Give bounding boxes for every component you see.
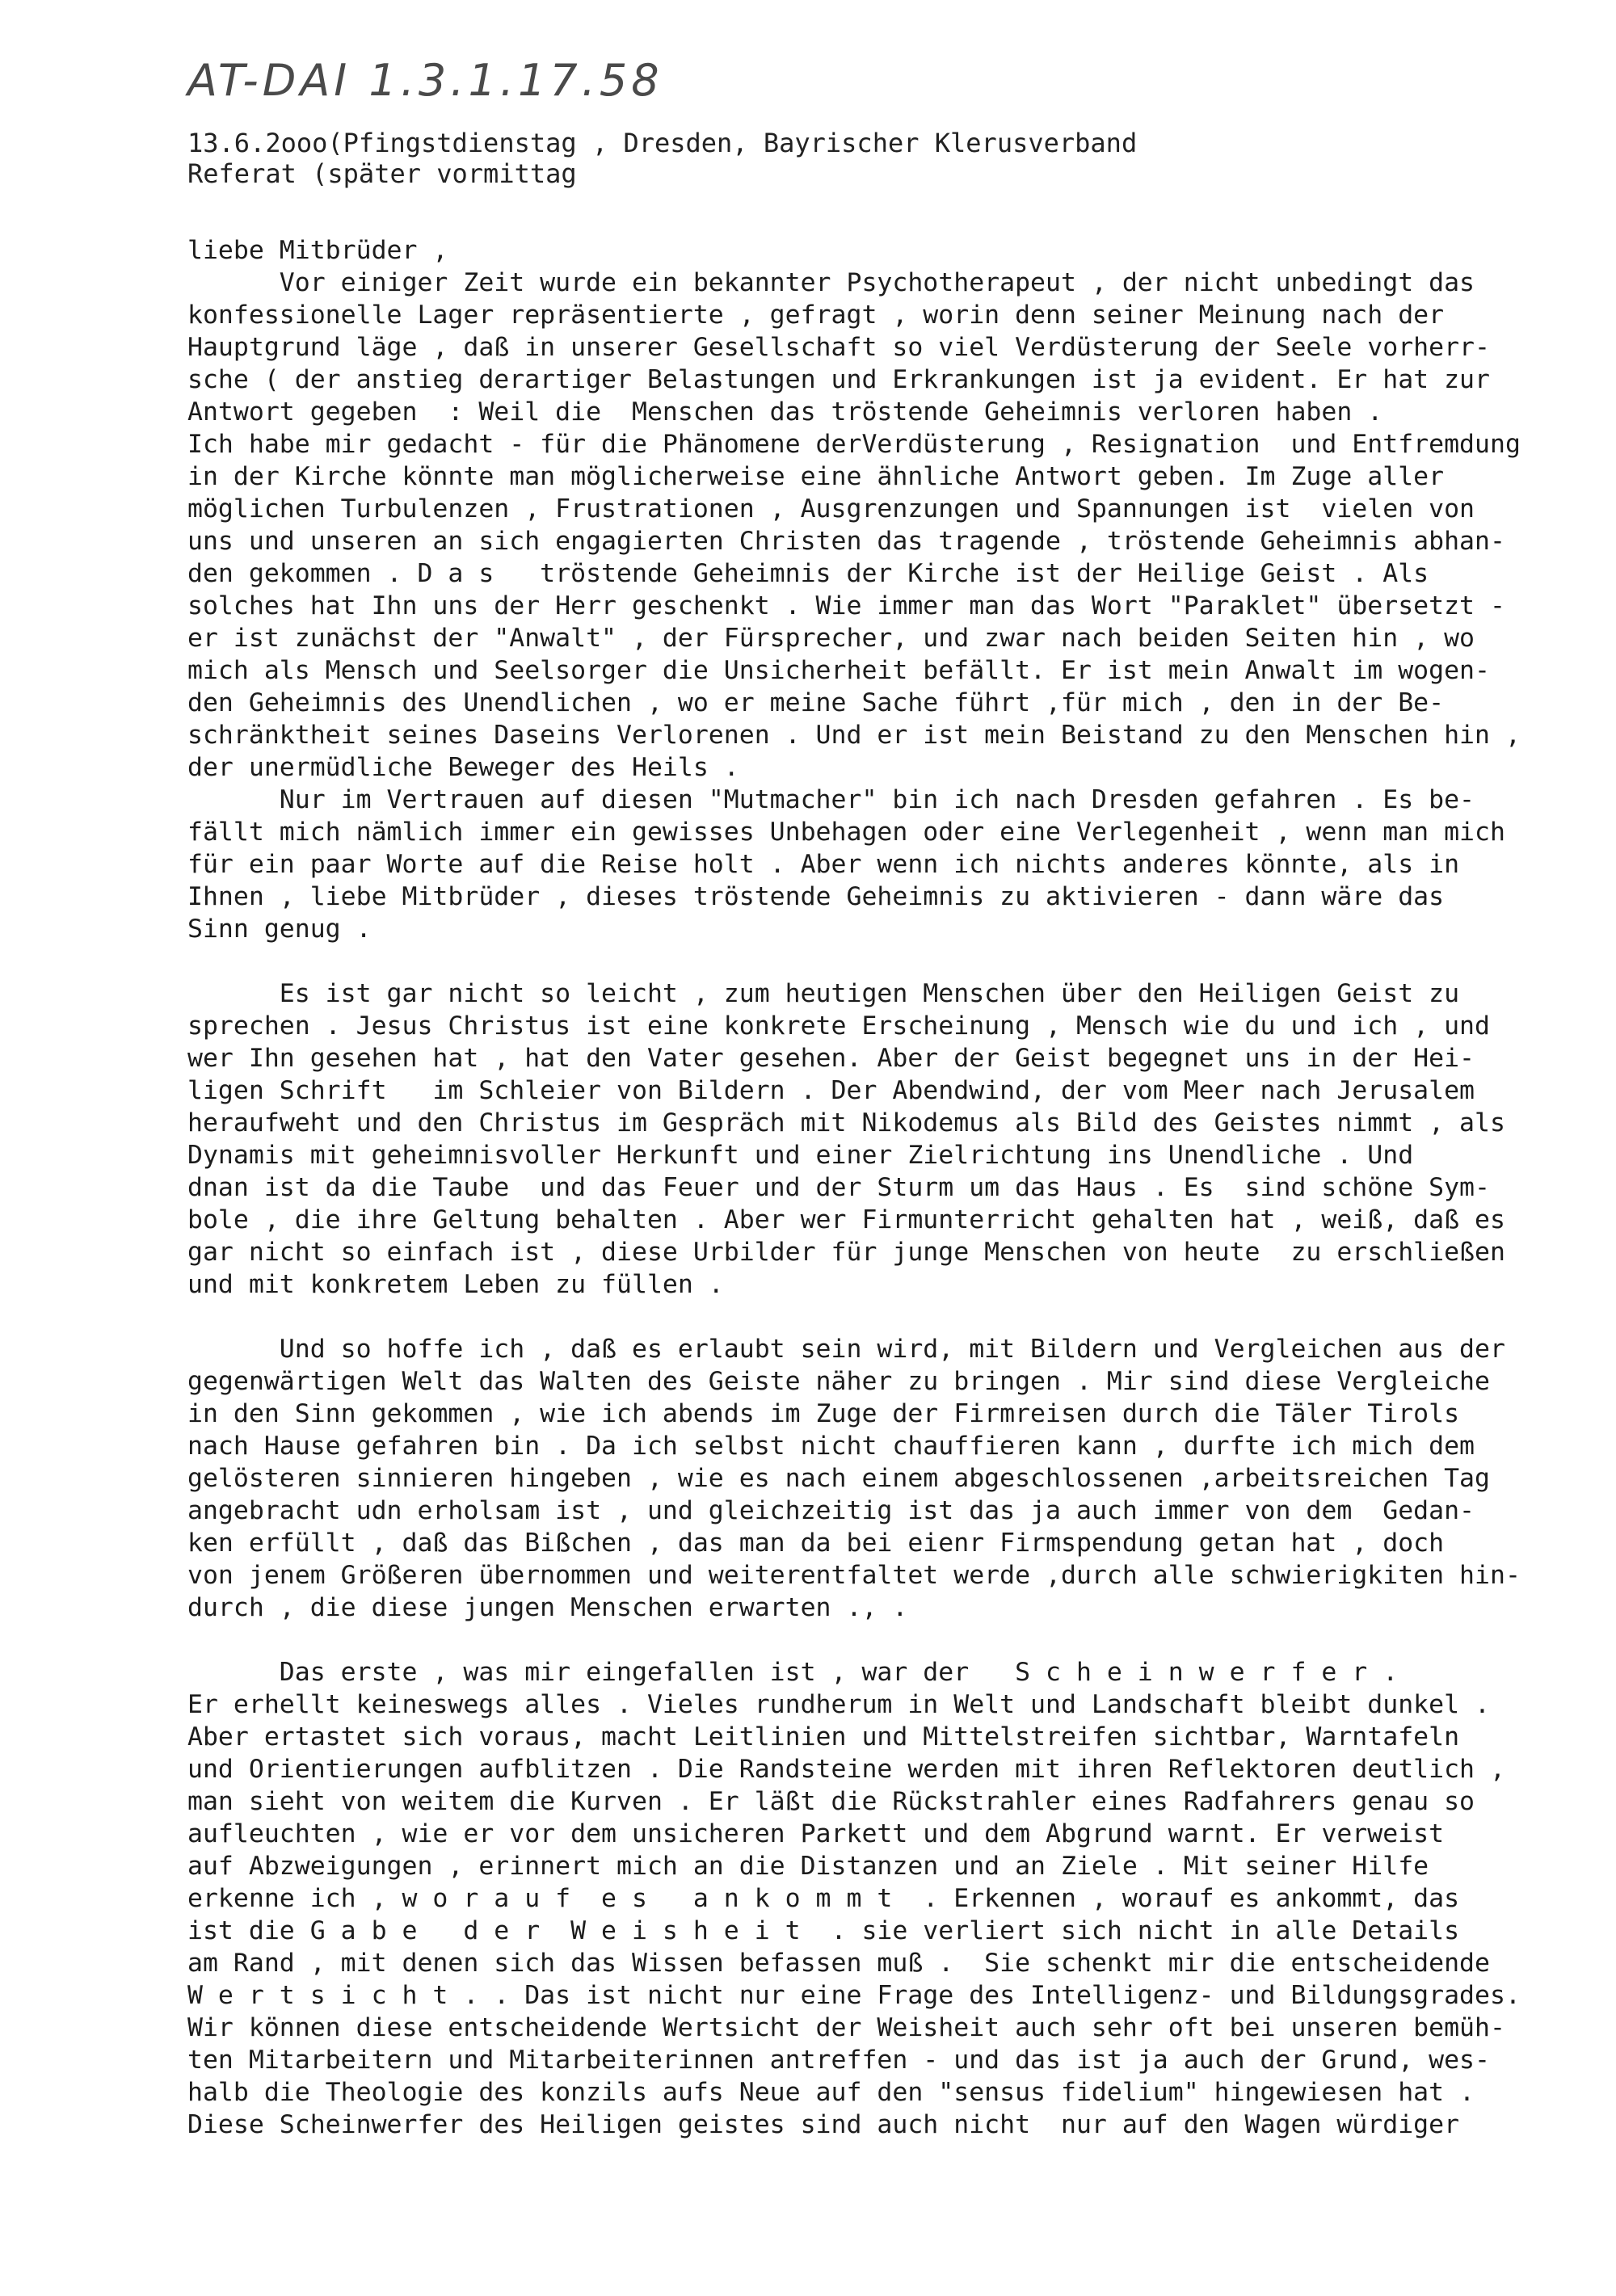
text-line: sche ( der anstieg derartiger Belastungen und Erkrankungen ist ja evident. Er hat zur: [187, 365, 1490, 394]
text-line: möglichen Turbulenzen , Frustrationen , Ausgrenzungen und Spannungen ist vielen von: [187, 494, 1475, 524]
text-line: Antwort gegeben : Weil die Menschen das tröstende Geheimnis verloren haben .: [187, 397, 1383, 427]
text-line: ligen Schrift im Schleier von Bildern . Der Abendwind, der vom Meer nach Jerusalem: [187, 1076, 1475, 1105]
text-line: uns und unseren an sich engagierten Christen das tragende , tröstende Geheimnis abhan-: [187, 527, 1505, 556]
text-line: ten Mitarbeitern und Mitarbeiterinnen antreffen - und das ist ja auch der Grund, wes-: [187, 2046, 1490, 2075]
text-line: ken erfüllt , daß das Bißchen , das man da bei eienr Firmspendung getan hat , doch: [187, 1529, 1445, 1558]
text-line: in der Kirche könnte man möglicherweise eine ähnliche Antwort geben. Im Zuge aller: [187, 462, 1445, 491]
text-line: Ihnen , liebe Mitbrüder , dieses tröstende Geheimnis zu aktivieren - dann wäre das: [187, 882, 1445, 911]
text-line: für ein paar Worte auf die Reise holt . Aber wenn ich nichts anderes könnte, als in: [187, 850, 1460, 879]
text-line: gar nicht so einfach ist , diese Urbilder für junge Menschen von heute zu erschließen: [187, 1238, 1505, 1267]
text-line: Hauptgrund läge , daß in unserer Gesellschaft so viel Verdüsterung der Seele vorherr-: [187, 333, 1490, 362]
text-line: Wir können diese entscheidende Wertsicht der Weisheit auch sehr oft bei unseren bemüh-: [187, 2013, 1505, 2042]
text-line: Diese Scheinwerfer des Heiligen geistes sind auch nicht nur auf den Wagen würdiger: [187, 2110, 1460, 2139]
text-line: Und so hoffe ich , daß es erlaubt sein wird, mit Bildern und Vergleichen aus der: [187, 1335, 1505, 1364]
text-line: fällt mich nämlich immer ein gewisses Unbehagen oder eine Verlegenheit , wenn man mich: [187, 818, 1505, 847]
text-line: aufleuchten , wie er vor dem unsicheren Parkett und dem Abgrund warnt. Er verweist: [187, 1819, 1445, 1848]
text-line: schränktheit seines Daseins Verlorenen . Und er ist mein Beistand zu den Menschen hin ,: [187, 721, 1521, 750]
text-line: nach Hause gefahren bin . Da ich selbst nicht chauffieren kann , durfte ich mich dem: [187, 1432, 1475, 1461]
text-line: am Rand , mit denen sich das Wissen befassen muß . Sie schenkt mir die entscheidende: [187, 1949, 1490, 1978]
text-line: Er erhellt keineswegs alles . Vieles rundherum in Welt und Landschaft bleibt dunkel .: [187, 1690, 1490, 1719]
text-line: halb die Theologie des konzils aufs Neue auf den "sensus fidelium" hingewiesen hat .: [187, 2078, 1475, 2107]
text-line: heraufweht und den Christus im Gespräch mit Nikodemus als Bild des Geistes nimmt , als: [187, 1108, 1505, 1137]
text-line: er ist zunächst der "Anwalt" , der Fürsprecher, und zwar nach beiden Seiten hin , wo: [187, 624, 1475, 653]
text-line: von jenem Größeren übernommen und weiterentfaltet werde ,durch alle schwierigkiten hin-: [187, 1561, 1521, 1590]
paragraph-gap: [187, 945, 1593, 978]
paragraph-gap: [187, 1301, 1593, 1333]
text-line: den Geheimnis des Unendlichen , wo er meine Sache führt ,für mich , den in der Be-: [187, 688, 1445, 717]
text-line: in den Sinn gekommen , wie ich abends im Zuge der Firmreisen durch die Täler Tirols: [187, 1399, 1460, 1428]
text-line: Dynamis mit geheimnisvoller Herkunft und einer Zielrichtung ins Unendliche . Und: [187, 1141, 1414, 1170]
text-line: durch , die diese jungen Menschen erwarten ., .: [187, 1593, 908, 1622]
text-line: den gekommen . D a s tröstende Geheimnis der Kirche ist der Heilige Geist . Als: [187, 559, 1429, 588]
text-line: der unermüdliche Beweger des Heils .: [187, 753, 739, 782]
paragraph-gap: [187, 1624, 1593, 1656]
text-line: Ich habe mir gedacht - für die Phänomene derVerdüsterung , Resignation und Entfremdung: [187, 430, 1521, 459]
text-line: gelösteren sinnieren hingeben , wie es nach einem abgeschlossenen ,arbeitsreichen Tag: [187, 1464, 1490, 1493]
header-line-date-place: 13.6.2ooo(Pfingstdienstag , Dresden, Bayrischer Klerusverband: [187, 128, 1138, 158]
text-line: Nur im Vertrauen auf diesen "Mutmacher" bin ich nach Dresden gefahren . Es be-: [187, 785, 1475, 814]
text-line: Das erste , was mir eingefallen ist , war der S c h e i n w e r f e r .: [187, 1658, 1399, 1687]
text-line: ist die G a b e d e r W e i s h e i t . sie verliert sich nicht in alle Details: [187, 1916, 1460, 1945]
text-line: Sinn genug .: [187, 915, 372, 944]
text-line: W e r t s i c h t . . Das ist nicht nur eine Frage des Intelligenz- und Bildungsgrades.: [187, 1981, 1521, 2010]
letter-body: [187, 234, 1593, 2141]
text-line: Es ist gar nicht so leicht , zum heutigen Menschen über den Heiligen Geist zu: [187, 979, 1460, 1008]
text-line: Vor einiger Zeit wurde ein bekannter Psychotherapeut , der nicht unbedingt das: [187, 268, 1475, 297]
text-line: dnan ist da die Taube und das Feuer und der Sturm um das Haus . Es sind schöne Sym-: [187, 1173, 1490, 1202]
text-line: man sieht von weitem die Kurven . Er läßt die Rückstrahler eines Radfahrers genau so: [187, 1787, 1475, 1816]
text-line: mich als Mensch und Seelsorger die Unsicherheit befällt. Er ist mein Anwalt im wogen-: [187, 656, 1490, 685]
text-line: und Orientierungen aufblitzen . Die Randsteine werden mit ihren Reflektoren deutlich ,: [187, 1755, 1505, 1784]
text-line: sprechen . Jesus Christus ist eine konkrete Erscheinung , Mensch wie du und ich , und: [187, 1011, 1490, 1041]
archive-code: AT-DAI 1.3.1.17.58: [187, 55, 663, 106]
text-line: liebe Mitbrüder ,: [187, 236, 448, 265]
text-line: gegenwärtigen Welt das Walten des Geiste näher zu bringen . Mir sind diese Vergleiche: [187, 1367, 1490, 1396]
text-line: Aber ertastet sich voraus, macht Leitlinien und Mittelstreifen sichtbar, Warntafeln: [187, 1722, 1460, 1751]
text-line: und mit konkretem Leben zu füllen .: [187, 1270, 724, 1299]
text-line: solches hat Ihn uns der Herr geschenkt . Wie immer man das Wort "Paraklet" übersetzt -: [187, 591, 1505, 620]
text-line: wer Ihn gesehen hat , hat den Vater gesehen. Aber der Geist begegnet uns in der Hei-: [187, 1044, 1475, 1073]
text-line: erkenne ich , w o r a u f e s a n k o m m t . Erkennen , worauf es ankommt, das: [187, 1884, 1460, 1913]
text-line: konfessionelle Lager repräsentierte , gefragt , worin denn seiner Meinung nach der: [187, 301, 1445, 330]
header-line-subject: Referat (später vormittag: [187, 158, 577, 189]
text-line: auf Abzweigungen , erinnert mich an die Distanzen und an Ziele . Mit seiner Hilfe: [187, 1852, 1429, 1881]
text-line: angebracht udn erholsam ist , und gleichzeitig ist das ja auch immer von dem Gedan-: [187, 1496, 1475, 1525]
text-line: bole , die ihre Geltung behalten . Aber wer Firmunterricht gehalten hat , weiß, daß es: [187, 1205, 1505, 1234]
